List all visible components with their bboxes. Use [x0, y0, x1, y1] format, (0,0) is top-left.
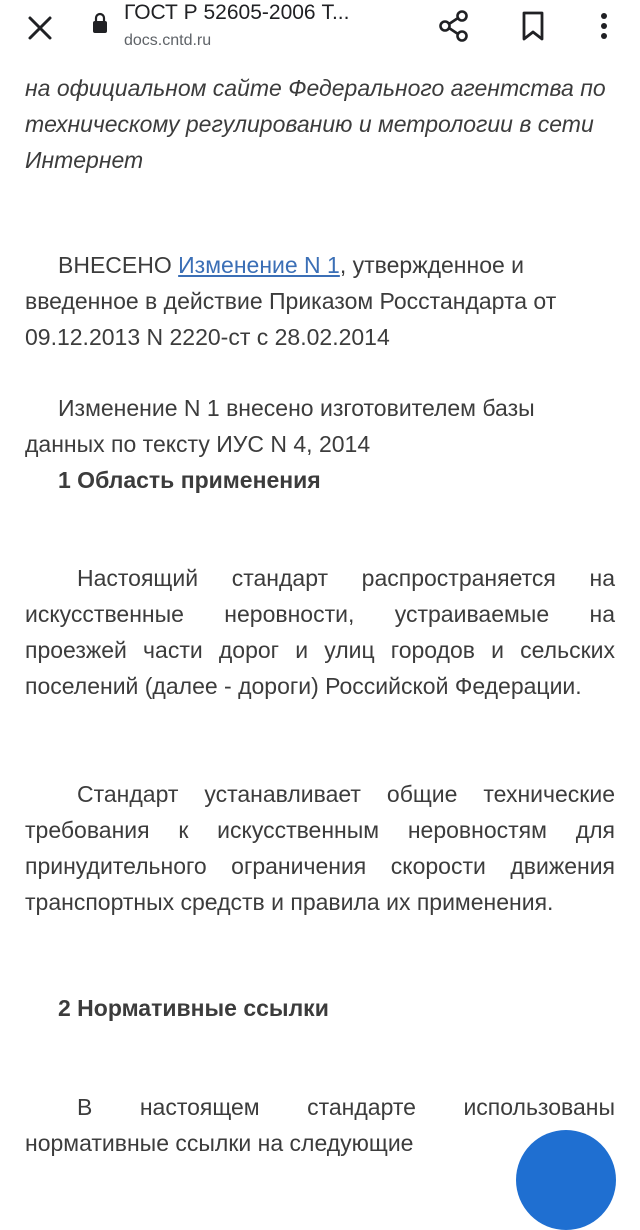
- bookmark-icon: [519, 10, 547, 42]
- document-content: [0, 70, 640, 1157]
- amendment-prefix: ВНЕСЕНО: [58, 252, 179, 278]
- section-2-heading: 2 Нормативные ссылки: [58, 995, 329, 1021]
- share-icon: [437, 9, 471, 43]
- section-1-paragraph-2: Стандарт устанавливает общие технические требования к искусственным неровностям для принудительного ограничения скорости движения транспортных средств и правила их применения.: [25, 781, 615, 915]
- section-1-paragraph-1: Настоящий стандарт распространяется на искусственные неровности, устраиваемые на проезжей части дорог и улиц городов и сельских поселений (далее - дороги) Российской Федерации.: [25, 565, 615, 699]
- page-url: docs.cntd.ru: [124, 32, 212, 49]
- close-button[interactable]: [20, 8, 60, 48]
- bookmark-button[interactable]: [513, 6, 553, 46]
- intro-paragraph: на официальном сайте Федерального агентства по техническому регулированию и метрологии в сети Интернет: [25, 75, 606, 173]
- amendment-note: Изменение N 1 внесено изготовителем базы данных по тексту ИУС N 4, 2014: [25, 395, 535, 457]
- amendment-paragraph: [25, 247, 615, 355]
- lock-icon: [92, 12, 108, 34]
- share-button[interactable]: [434, 6, 474, 46]
- section-1-heading: 1 Область применения: [58, 467, 321, 493]
- amendment-note-paragraph: [25, 390, 615, 462]
- more-vertical-icon: [599, 11, 609, 41]
- amendment-suffix: , утвержденное и введенное в действие Приказом Росстандарта от 09.12.2013 N 2220-ст с 28.02.2014: [25, 252, 557, 350]
- custom-tab-toolbar: [0, 0, 640, 70]
- more-options-button[interactable]: [584, 6, 624, 46]
- amendment-link[interactable]: Изменение N 1: [178, 252, 340, 278]
- page-title: ГОСТ Р 52605-2006 Т...: [124, 1, 350, 24]
- section-2-paragraph-1: В настоящем стандарте использованы нормативные ссылки на следующие: [25, 1094, 615, 1156]
- floating-action-button[interactable]: [516, 1130, 616, 1230]
- close-icon: [27, 15, 53, 41]
